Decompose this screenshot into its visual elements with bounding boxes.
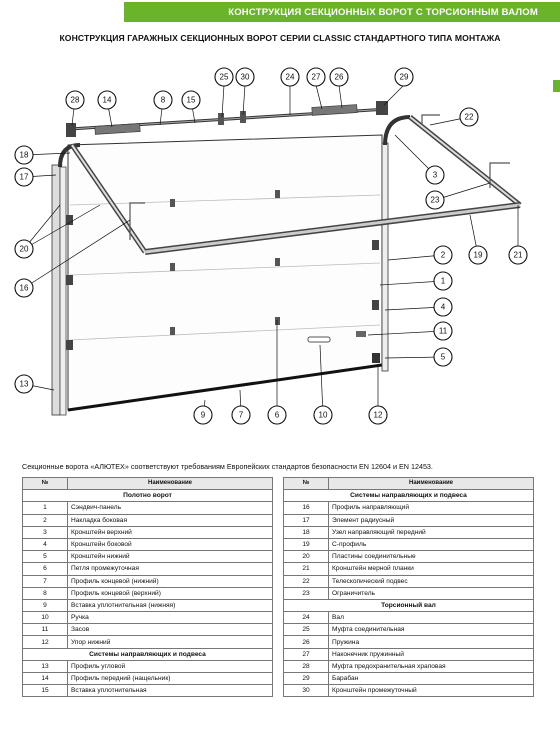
col-num-header: № (284, 478, 329, 490)
svg-text:10: 10 (318, 410, 328, 420)
part-name: Сэндвич-панель (68, 502, 273, 514)
svg-text:24: 24 (285, 72, 295, 82)
part-name: Наконечник пружинный (329, 648, 534, 660)
svg-text:5: 5 (440, 352, 446, 362)
table-section-row (23, 490, 273, 502)
svg-text:11: 11 (438, 326, 448, 336)
table-row (23, 612, 273, 624)
gate-diagram (0, 55, 560, 455)
svg-text:28: 28 (70, 95, 80, 105)
callout-1 (434, 272, 452, 290)
header-banner: КОНСТРУКЦИЯ СЕКЦИОННЫХ ВОРОТ С ТОРСИОННЫМ ВАЛОМ (124, 2, 560, 22)
table-row (23, 563, 273, 575)
part-name: Вставка уплотнительная (68, 685, 273, 697)
svg-text:6: 6 (274, 410, 280, 420)
svg-text:30: 30 (240, 72, 250, 82)
part-name: Ограничитель (329, 587, 534, 599)
part-number: 2 (23, 514, 68, 526)
part-number: 30 (284, 685, 329, 697)
table-header-row (23, 478, 273, 490)
callout-21 (509, 246, 527, 264)
part-number: 9 (23, 599, 68, 611)
table-row (284, 514, 534, 526)
section-title: Системы направляющих и подвеса (284, 490, 534, 502)
table-row (284, 587, 534, 599)
table-section-row (23, 648, 273, 660)
callout-6 (268, 406, 286, 424)
svg-text:26: 26 (334, 72, 344, 82)
part-number: 18 (284, 526, 329, 538)
part-number: 26 (284, 636, 329, 648)
svg-text:9: 9 (200, 410, 206, 420)
svg-text:12: 12 (373, 410, 383, 420)
part-number: 12 (23, 636, 68, 648)
callout-16 (15, 279, 33, 297)
part-number: 17 (284, 514, 329, 526)
svg-text:2: 2 (440, 250, 446, 260)
part-name: Пружина (329, 636, 534, 648)
part-number: 19 (284, 538, 329, 550)
part-number: 4 (23, 538, 68, 550)
table-row (284, 624, 534, 636)
callout-3 (426, 166, 444, 184)
table-section-row (284, 490, 534, 502)
svg-text:7: 7 (238, 410, 244, 420)
part-number: 23 (284, 587, 329, 599)
table-row (284, 636, 534, 648)
callout-29 (395, 68, 413, 86)
svg-text:14: 14 (102, 95, 112, 105)
part-name: Телескопический подвес (329, 575, 534, 587)
part-number: 14 (23, 673, 68, 685)
part-name: Профиль направляющий (329, 502, 534, 514)
callout-7 (232, 406, 250, 424)
standards-note: Секционные ворота «АЛЮТЕХ» соответствуют требованиям Европейских стандартов безопасности EN 12604 и EN 12453. (22, 462, 433, 471)
callout-17 (15, 168, 33, 186)
table-row (284, 502, 534, 514)
callout-12 (369, 406, 387, 424)
svg-text:23: 23 (430, 195, 440, 205)
part-number: 16 (284, 502, 329, 514)
svg-text:18: 18 (19, 150, 29, 160)
svg-text:22: 22 (464, 112, 474, 122)
door-panel (66, 135, 382, 410)
part-number: 11 (23, 624, 68, 636)
part-name: Кронштейн мерной планки (329, 563, 534, 575)
parts-table-right (283, 477, 534, 697)
table-header-row (284, 478, 534, 490)
col-num-header: № (23, 478, 68, 490)
svg-text:29: 29 (399, 72, 409, 82)
part-number: 29 (284, 673, 329, 685)
svg-text:20: 20 (19, 244, 29, 254)
part-name: Кронштейн боковой (68, 538, 273, 550)
table-row (23, 587, 273, 599)
part-number: 21 (284, 563, 329, 575)
callout-19 (469, 246, 487, 264)
table-row (284, 575, 534, 587)
callout-27 (307, 68, 325, 86)
part-number: 3 (23, 526, 68, 538)
svg-text:16: 16 (19, 283, 29, 293)
section-title: Системы направляющих и подвеса (23, 648, 273, 660)
svg-text:17: 17 (19, 172, 29, 182)
part-number: 25 (284, 624, 329, 636)
callout-11 (434, 322, 452, 340)
part-number: 13 (23, 660, 68, 672)
svg-text:19: 19 (473, 250, 483, 260)
callout-4 (434, 298, 452, 316)
table-row (23, 673, 273, 685)
part-name: Элемент радиусный (329, 514, 534, 526)
table-row (23, 526, 273, 538)
part-name: Муфта соединительная (329, 624, 534, 636)
part-name: Накладка боковая (68, 514, 273, 526)
table-row (23, 514, 273, 526)
part-number: 22 (284, 575, 329, 587)
callout-20 (15, 240, 33, 258)
part-name: Ручка (68, 612, 273, 624)
table-row (23, 551, 273, 563)
svg-text:21: 21 (513, 250, 523, 260)
svg-text:8: 8 (160, 95, 166, 105)
svg-text:25: 25 (219, 72, 229, 82)
table-row (284, 673, 534, 685)
callout-30 (236, 68, 254, 86)
svg-text:27: 27 (311, 72, 321, 82)
table-row (23, 502, 273, 514)
table-row (23, 660, 273, 672)
callout-25 (215, 68, 233, 86)
part-number: 5 (23, 551, 68, 563)
table-row (23, 538, 273, 550)
part-name: Барабан (329, 673, 534, 685)
section-title: Торсионный вал (284, 599, 534, 611)
part-name: С-профиль (329, 538, 534, 550)
part-name: Профиль концевой (нижний) (68, 575, 273, 587)
part-name: Засов (68, 624, 273, 636)
part-name: Упор нижний (68, 636, 273, 648)
table-row (284, 612, 534, 624)
table-row (284, 526, 534, 538)
part-name: Кронштейн промежуточный (329, 685, 534, 697)
part-name: Кронштейн верхний (68, 526, 273, 538)
callout-26 (330, 68, 348, 86)
table-row (284, 685, 534, 697)
callout-18 (15, 146, 33, 164)
part-name: Профиль передний (нащельник) (68, 673, 273, 685)
callout-2 (434, 246, 452, 264)
callout-24 (281, 68, 299, 86)
svg-text:1: 1 (440, 276, 446, 286)
part-name: Муфта предохранительная храповая (329, 660, 534, 672)
part-number: 28 (284, 660, 329, 672)
table-row (284, 563, 534, 575)
part-number: 6 (23, 563, 68, 575)
part-name: Вал (329, 612, 534, 624)
callout-10 (314, 406, 332, 424)
part-number: 27 (284, 648, 329, 660)
callout-13 (15, 375, 33, 393)
svg-text:3: 3 (432, 170, 438, 180)
section-title: Полотно ворот (23, 490, 273, 502)
part-name: Кронштейн нижний (68, 551, 273, 563)
part-name: Пластины соединительные (329, 551, 534, 563)
part-number: 7 (23, 575, 68, 587)
callout-14 (98, 91, 116, 109)
table-row (23, 685, 273, 697)
part-name: Вставка уплотнительная (нижняя) (68, 599, 273, 611)
table-row (284, 551, 534, 563)
part-name: Узел направляющий передний (329, 526, 534, 538)
callout-15 (182, 91, 200, 109)
parts-table-left (22, 477, 273, 697)
table-row (284, 538, 534, 550)
page-title: КОНСТРУКЦИЯ ГАРАЖНЫХ СЕКЦИОННЫХ ВОРОТ СЕРИИ CLASSIC СТАНДАРТНОГО ТИПА МОНТАЖА (59, 33, 501, 43)
part-number: 20 (284, 551, 329, 563)
part-name: Петля промежуточная (68, 563, 273, 575)
callout-28 (66, 91, 84, 109)
part-name: Профиль концевой (верхний) (68, 587, 273, 599)
callout-23 (426, 191, 444, 209)
table-row (23, 575, 273, 587)
table-row (23, 636, 273, 648)
table-row (284, 660, 534, 672)
part-name: Профиль угловой (68, 660, 273, 672)
callout-9 (194, 406, 212, 424)
part-number: 24 (284, 612, 329, 624)
part-number: 1 (23, 502, 68, 514)
svg-text:13: 13 (19, 379, 29, 389)
callout-5 (434, 348, 452, 366)
callout-22 (460, 108, 478, 126)
part-number: 8 (23, 587, 68, 599)
col-name-header: Наименование (68, 478, 273, 490)
part-number: 15 (23, 685, 68, 697)
col-name-header: Наименование (329, 478, 534, 490)
table-row (23, 624, 273, 636)
svg-text:15: 15 (186, 95, 196, 105)
torsion-shaft (66, 101, 388, 137)
callout-8 (154, 91, 172, 109)
svg-text:4: 4 (440, 302, 446, 312)
table-row (23, 599, 273, 611)
part-number: 10 (23, 612, 68, 624)
table-row (284, 648, 534, 660)
table-section-row (284, 599, 534, 611)
